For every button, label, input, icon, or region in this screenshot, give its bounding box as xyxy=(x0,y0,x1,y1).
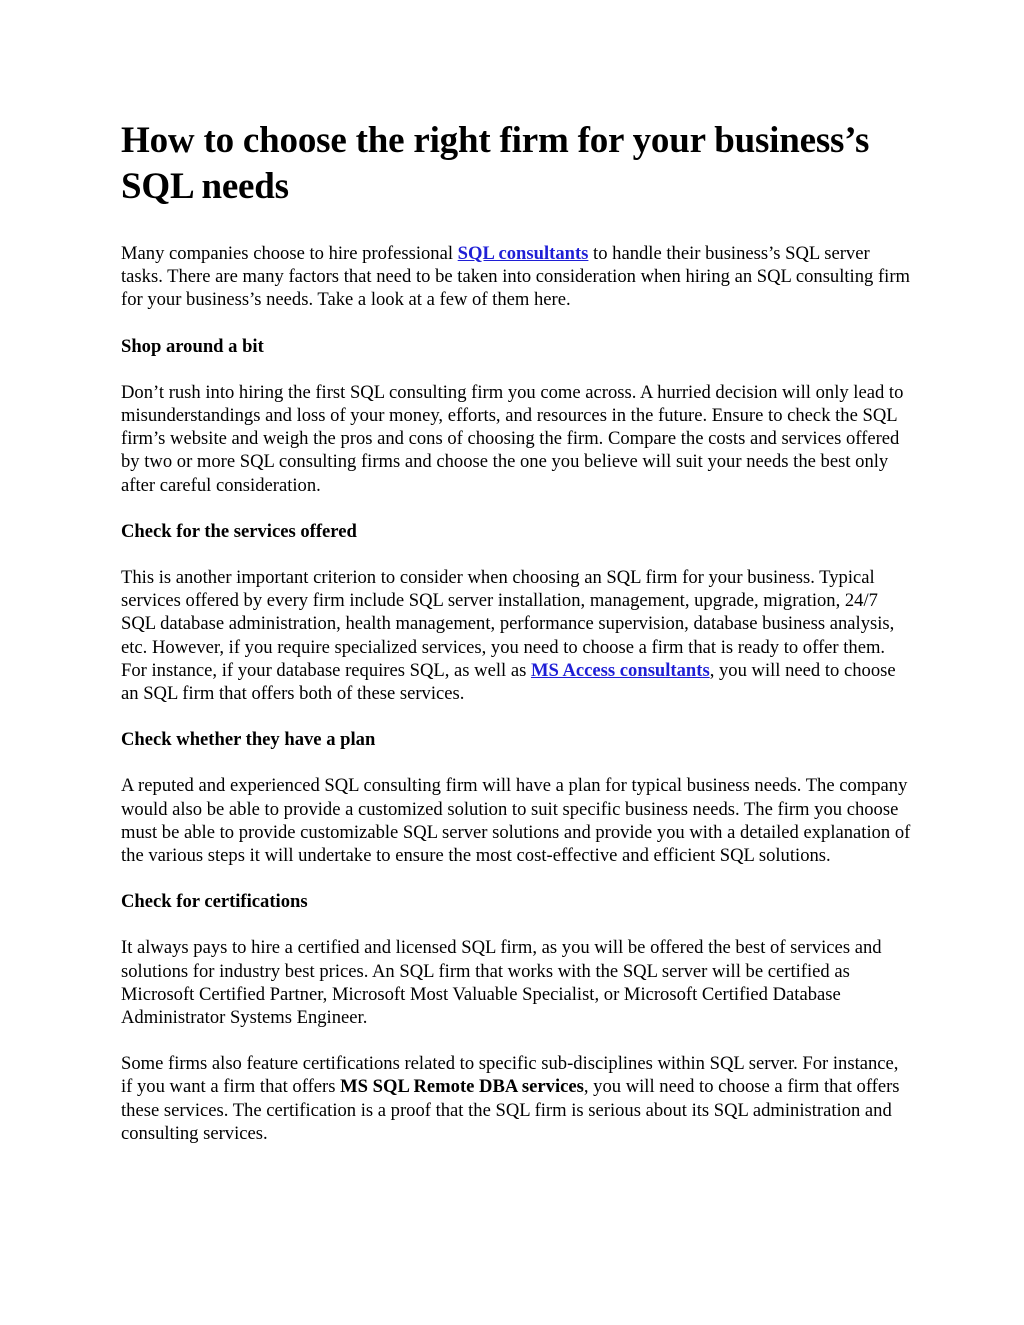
section-paragraph-services xyxy=(121,566,911,705)
services-text-after: , you will need to choose an SQL firm that offers both of these services. xyxy=(121,659,896,705)
intro-text-before: Many companies choose to hire professional xyxy=(121,243,458,264)
intro-paragraph xyxy=(121,242,911,312)
ms-sql-remote-dba-emphasis: MS SQL Remote DBA services xyxy=(340,1076,584,1098)
section-paragraph-plan: A reputed and experienced SQL consulting firm will have a plan for typical business needs. The company would also be able to provide a customized solution to suit specific business needs. The firm you choose must be able to provide customizable SQL server solutions and provide you with a detailed explanation of the various steps it will undertake to ensure the most cost-effective and efficient SQL solutions. xyxy=(121,775,911,867)
section-heading-services: Check for the services offered xyxy=(121,520,357,542)
ms-access-consultants-link[interactable]: MS Access consultants xyxy=(530,659,710,681)
section-paragraph-certifications: It always pays to hire a certified and licensed SQL firm, as you will be offered the best of services and solutions for industry best prices. An SQL firm that works with the SQL server will be certified as Microsoft Certified Partner, Microsoft Most Valuable Specialist, or Microsoft Certified Database Administrator Systems Engineer. xyxy=(121,937,882,1029)
intro-text-after: to handle their business’s SQL server tasks. There are many factors that need to be taken into consideration when hiring an SQL consulting firm for your business’s needs. Take a look at a few of them here. xyxy=(121,243,910,311)
sql-consultants-link[interactable]: SQL consultants xyxy=(457,243,589,264)
section-heading-plan: Check whether they have a plan xyxy=(121,729,376,751)
section-paragraph-shop-around: Don’t rush into hiring the first SQL consulting firm you come across. A hurried decision will only lead to misunderstandings and loss of your money, efforts, and resources in the future. Ensure to check the SQL firm’s website and weigh the pros and cons of choosing the firm. Compare the costs and services offered by two or more SQL consulting firms and choose the one you believe will suit your needs the best only after careful consideration. xyxy=(121,381,904,496)
section-heading-certifications: Check for certifications xyxy=(121,891,308,913)
document-page xyxy=(121,118,911,1168)
section-heading-shop-around: Shop around a bit xyxy=(121,335,264,357)
certifications-text-after: , you will need to choose a firm that offers these services. The certification is a proof that the SQL firm is serious about its SQL administration and consulting services. xyxy=(121,1076,900,1144)
section-paragraph-certifications-2 xyxy=(121,1052,911,1145)
article-title: How to choose the right firm for your business’s SQL needs xyxy=(121,120,870,207)
certifications-text-before: Some firms also feature certifications related to specific sub-disciplines within SQL server. For instance, if you want a firm that offers xyxy=(121,1053,899,1098)
services-text-before: This is another important criterion to consider when choosing an SQL firm for your business. Typical services offered by every firm include SQL server installation, management, upgrade, migration, 24/7 SQL database administration, health management, performance supervision, database business analysis, etc. However, if you require specialized services, you need to choose a firm that is ready to offer them. For instance, if your database requires SQL, as well as xyxy=(121,567,895,681)
